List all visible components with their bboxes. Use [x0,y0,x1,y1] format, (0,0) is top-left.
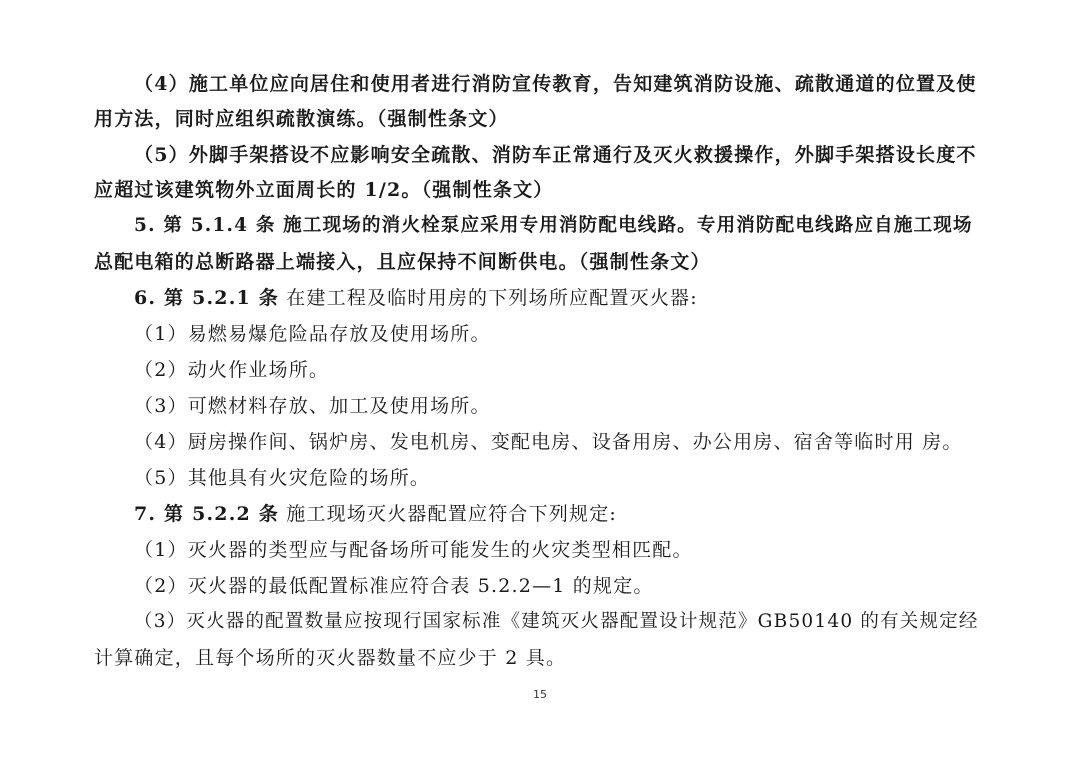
paragraph-line: 应超过该建筑物外立面周长的 1/2。（强制性条文） [94,179,554,201]
paragraph-line: （4）施工单位应向居住和使用者进行消防宣传教育，告知建筑消防设施、疏散通道的位置及使 [134,73,977,95]
list-item: （1）灭火器的类型应与配备场所可能发生的火灾类型相匹配。 [134,539,693,561]
paragraph-line: （5）外脚手架搭设不应影响安全疏散、消防车正常通行及灭火救援操作，外脚手架搭设长度不 [134,144,977,166]
clause-text: 在建工程及临时用房的下列场所应配置灭火器: [278,287,698,309]
clause-heading-line [134,502,617,526]
list-item: （2）动火作业场所。 [134,359,330,381]
list-item: （1）易燃易爆危险品存放及使用场所。 [134,323,491,345]
paragraph-line: 计算确定，且每个场所的灭火器数量不应少于 2 具。 [94,647,567,669]
clause-number: 6. 第 5.2.1 条 [134,287,279,309]
list-item: （3）可燃材料存放、加工及使用场所。 [134,395,491,417]
list-item: （2）灭火器的最低配置标准应符合表 5.2.2—1 的规定。 [134,575,654,597]
clause-number: 7. 第 5.2.2 条 [134,503,279,525]
page-number: 15 [533,688,547,701]
list-item: （3）灭火器的配置数量应按现行国家标准《建筑灭火器配置设计规范》GB50140 的有关规定经 [134,611,979,632]
clause-heading-line [134,286,698,310]
paragraph-line: 5. 第 5.1.4 条 施工现场的消火栓泵应采用专用消防配电线路。专用消防配电线路应自施工现场 [134,215,973,236]
paragraph-line: 用方法，同时应组织疏散演练。（强制性条文） [94,108,509,130]
list-item: （4）厨房操作间、锅炉房、发电机房、变配电房、设备用房、办公用房、宿舍等临时用 房。 [134,431,963,453]
clause-text: 施工现场灭火器配置应符合下列规定: [278,503,618,525]
list-item: （5）其他具有火灾危险的场所。 [134,467,431,489]
paragraph-line: 总配电箱的总断路器上端接入，且应保持不间断供电。（强制性条文） [94,251,711,273]
